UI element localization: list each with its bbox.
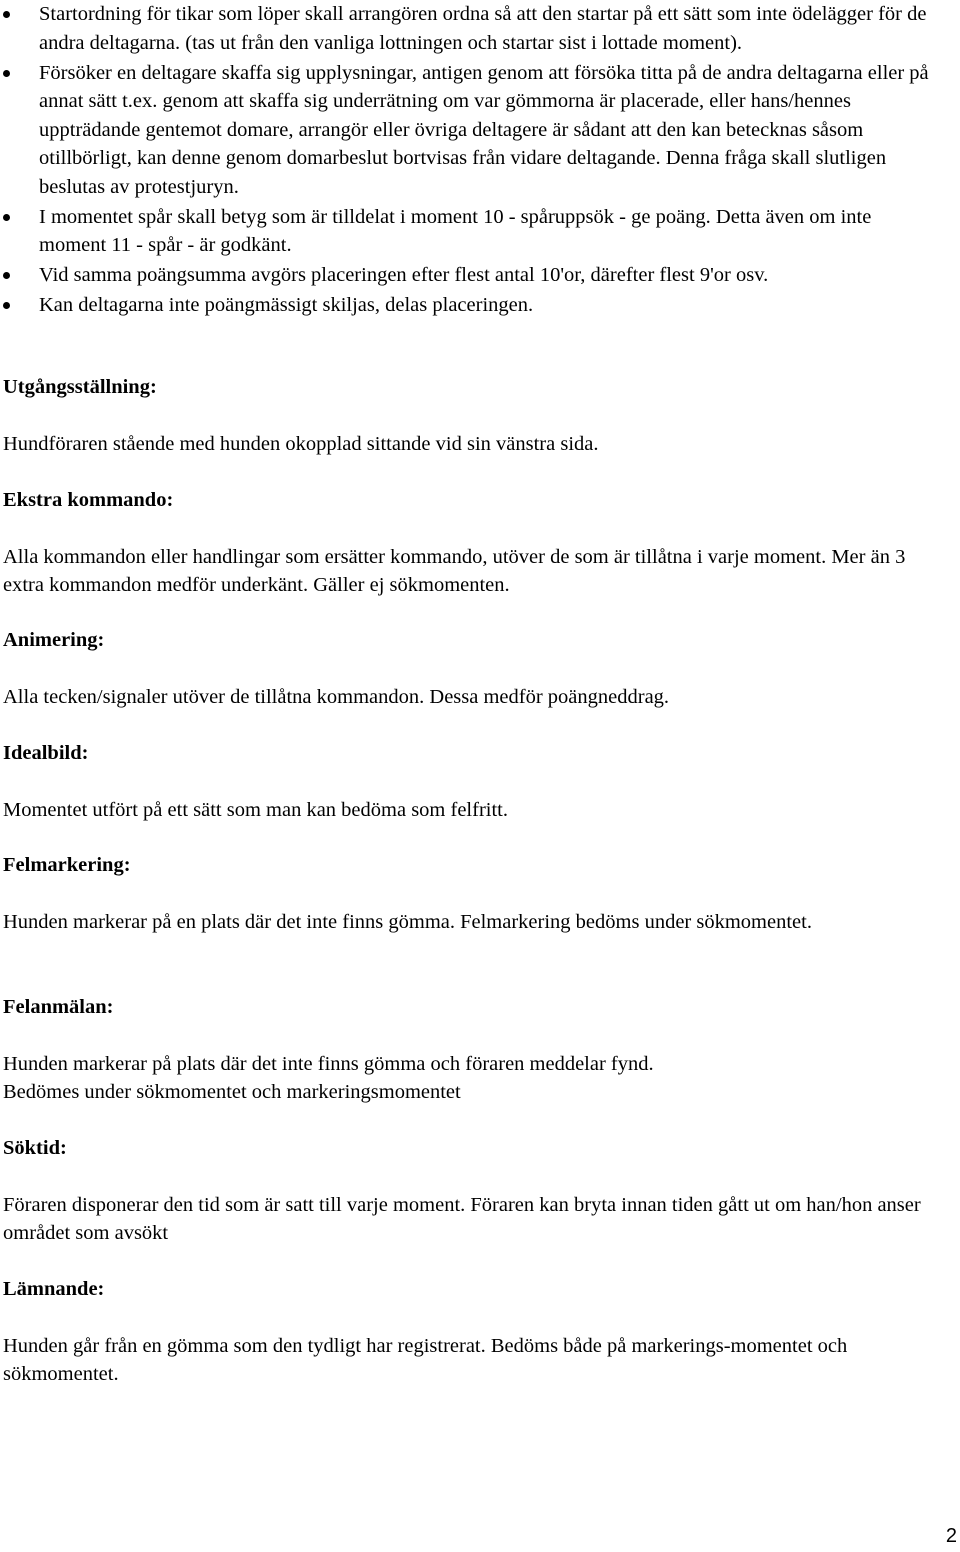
- section-text: Föraren disponerar den tid som är satt till varje moment. Föraren kan bryta innan tiden gått ut om han/hon anser området som avsökt: [3, 1193, 921, 1244]
- section-utgangsstallning: [3, 373, 933, 458]
- bullet-text: I momentet spår skall betyg som är tilldelat i moment 10 - spåruppsök - ge poäng. Detta även om inte moment 11 - spår - är godkänt.: [39, 205, 872, 256]
- section-text: Alla kommandon eller handlingar som ersätter kommando, utöver de som är tillåtna i varje moment. Mer än 3 extra kommandon medför underkänt. Gäller ej sökmomenten.: [3, 545, 906, 596]
- section-animering: [3, 626, 933, 711]
- bullet-icon: [3, 70, 10, 77]
- section-text: Hunden går från en gömma som den tydligt har registrerat. Bedöms både på markerings-momentet och sökmomentet.: [3, 1334, 848, 1385]
- section-felanmalan: [3, 993, 933, 1107]
- bullet-text: Vid samma poängsumma avgörs placeringen efter flest antal 10'or, därefter flest 9'or osv.: [39, 264, 769, 286]
- section-heading: Ekstra kommando:: [3, 489, 174, 511]
- section-heading: Söktid:: [3, 1137, 67, 1159]
- section-ekstra-kommando: [3, 486, 933, 600]
- list-item: [0, 0, 940, 57]
- rules-bullet-list: [0, 0, 940, 321]
- section-text: Hundföraren stående med hunden okopplad sittande vid sin vänstra sida.: [3, 432, 599, 455]
- section-lamnande: [3, 1275, 933, 1389]
- list-item: [0, 203, 940, 260]
- bullet-icon: [3, 272, 10, 279]
- section-heading: Idealbild:: [3, 742, 89, 764]
- bullet-icon: [3, 302, 10, 309]
- section-felmarkering: [3, 851, 933, 936]
- section-soktid: [3, 1134, 933, 1248]
- list-item: [0, 261, 940, 290]
- section-text: Alla tecken/signaler utöver de tillåtna kommandon. Dessa medför poängneddrag.: [3, 685, 670, 708]
- section-heading: Utgångsställning:: [3, 376, 157, 398]
- section-heading: Felanmälan:: [3, 996, 114, 1018]
- section-text: Momentet utfört på ett sätt som man kan bedöma som felfritt.: [3, 798, 508, 821]
- section-heading: Felmarkering:: [3, 854, 131, 876]
- bullet-text: Startordning för tikar som löper skall arrangören ordna så att den startar på ett sätt som inte ödelägger för de andra deltagarna. (tas ut från den vanliga lottningen och startar sist i lottade moment).: [39, 3, 927, 54]
- bullet-icon: [3, 214, 10, 221]
- section-heading: Lämnande:: [3, 1278, 105, 1300]
- section-text: Hunden markerar på plats där det inte finns gömma och föraren meddelar fynd.: [3, 1052, 654, 1075]
- bullet-text: Försöker en deltagare skaffa sig upplysningar, antigen genom att försöka titta på de andra deltagarna eller på annat sätt t.ex. genom att skaffa sig underrätning om var gömmorna är placerade, eller hans/hennes uppträdande gentemot domare, arrangör eller övriga deltagere är sådant att den kan betecknas såsom otillbörligt, kan denne genom domarbeslut bortvisas från vidare deltagande. Denna fråga skall slutligen beslutas av protestjuryn.: [39, 61, 929, 198]
- bullet-text: Kan deltagarna inte poängmässigt skiljas, delas placeringen.: [39, 294, 534, 316]
- section-text-continued: Bedömes under sökmomentet och markeringsmomentet: [3, 1081, 461, 1103]
- bullet-icon: [3, 11, 10, 18]
- list-item: [0, 59, 940, 202]
- list-item: [0, 291, 940, 320]
- section-heading: Animering:: [3, 629, 105, 651]
- page-number: 2: [945, 1525, 957, 1547]
- section-idealbild: [3, 739, 933, 824]
- section-text: Hunden markerar på en plats där det inte finns gömma. Felmarkering bedöms under sökmomentet.: [3, 910, 812, 933]
